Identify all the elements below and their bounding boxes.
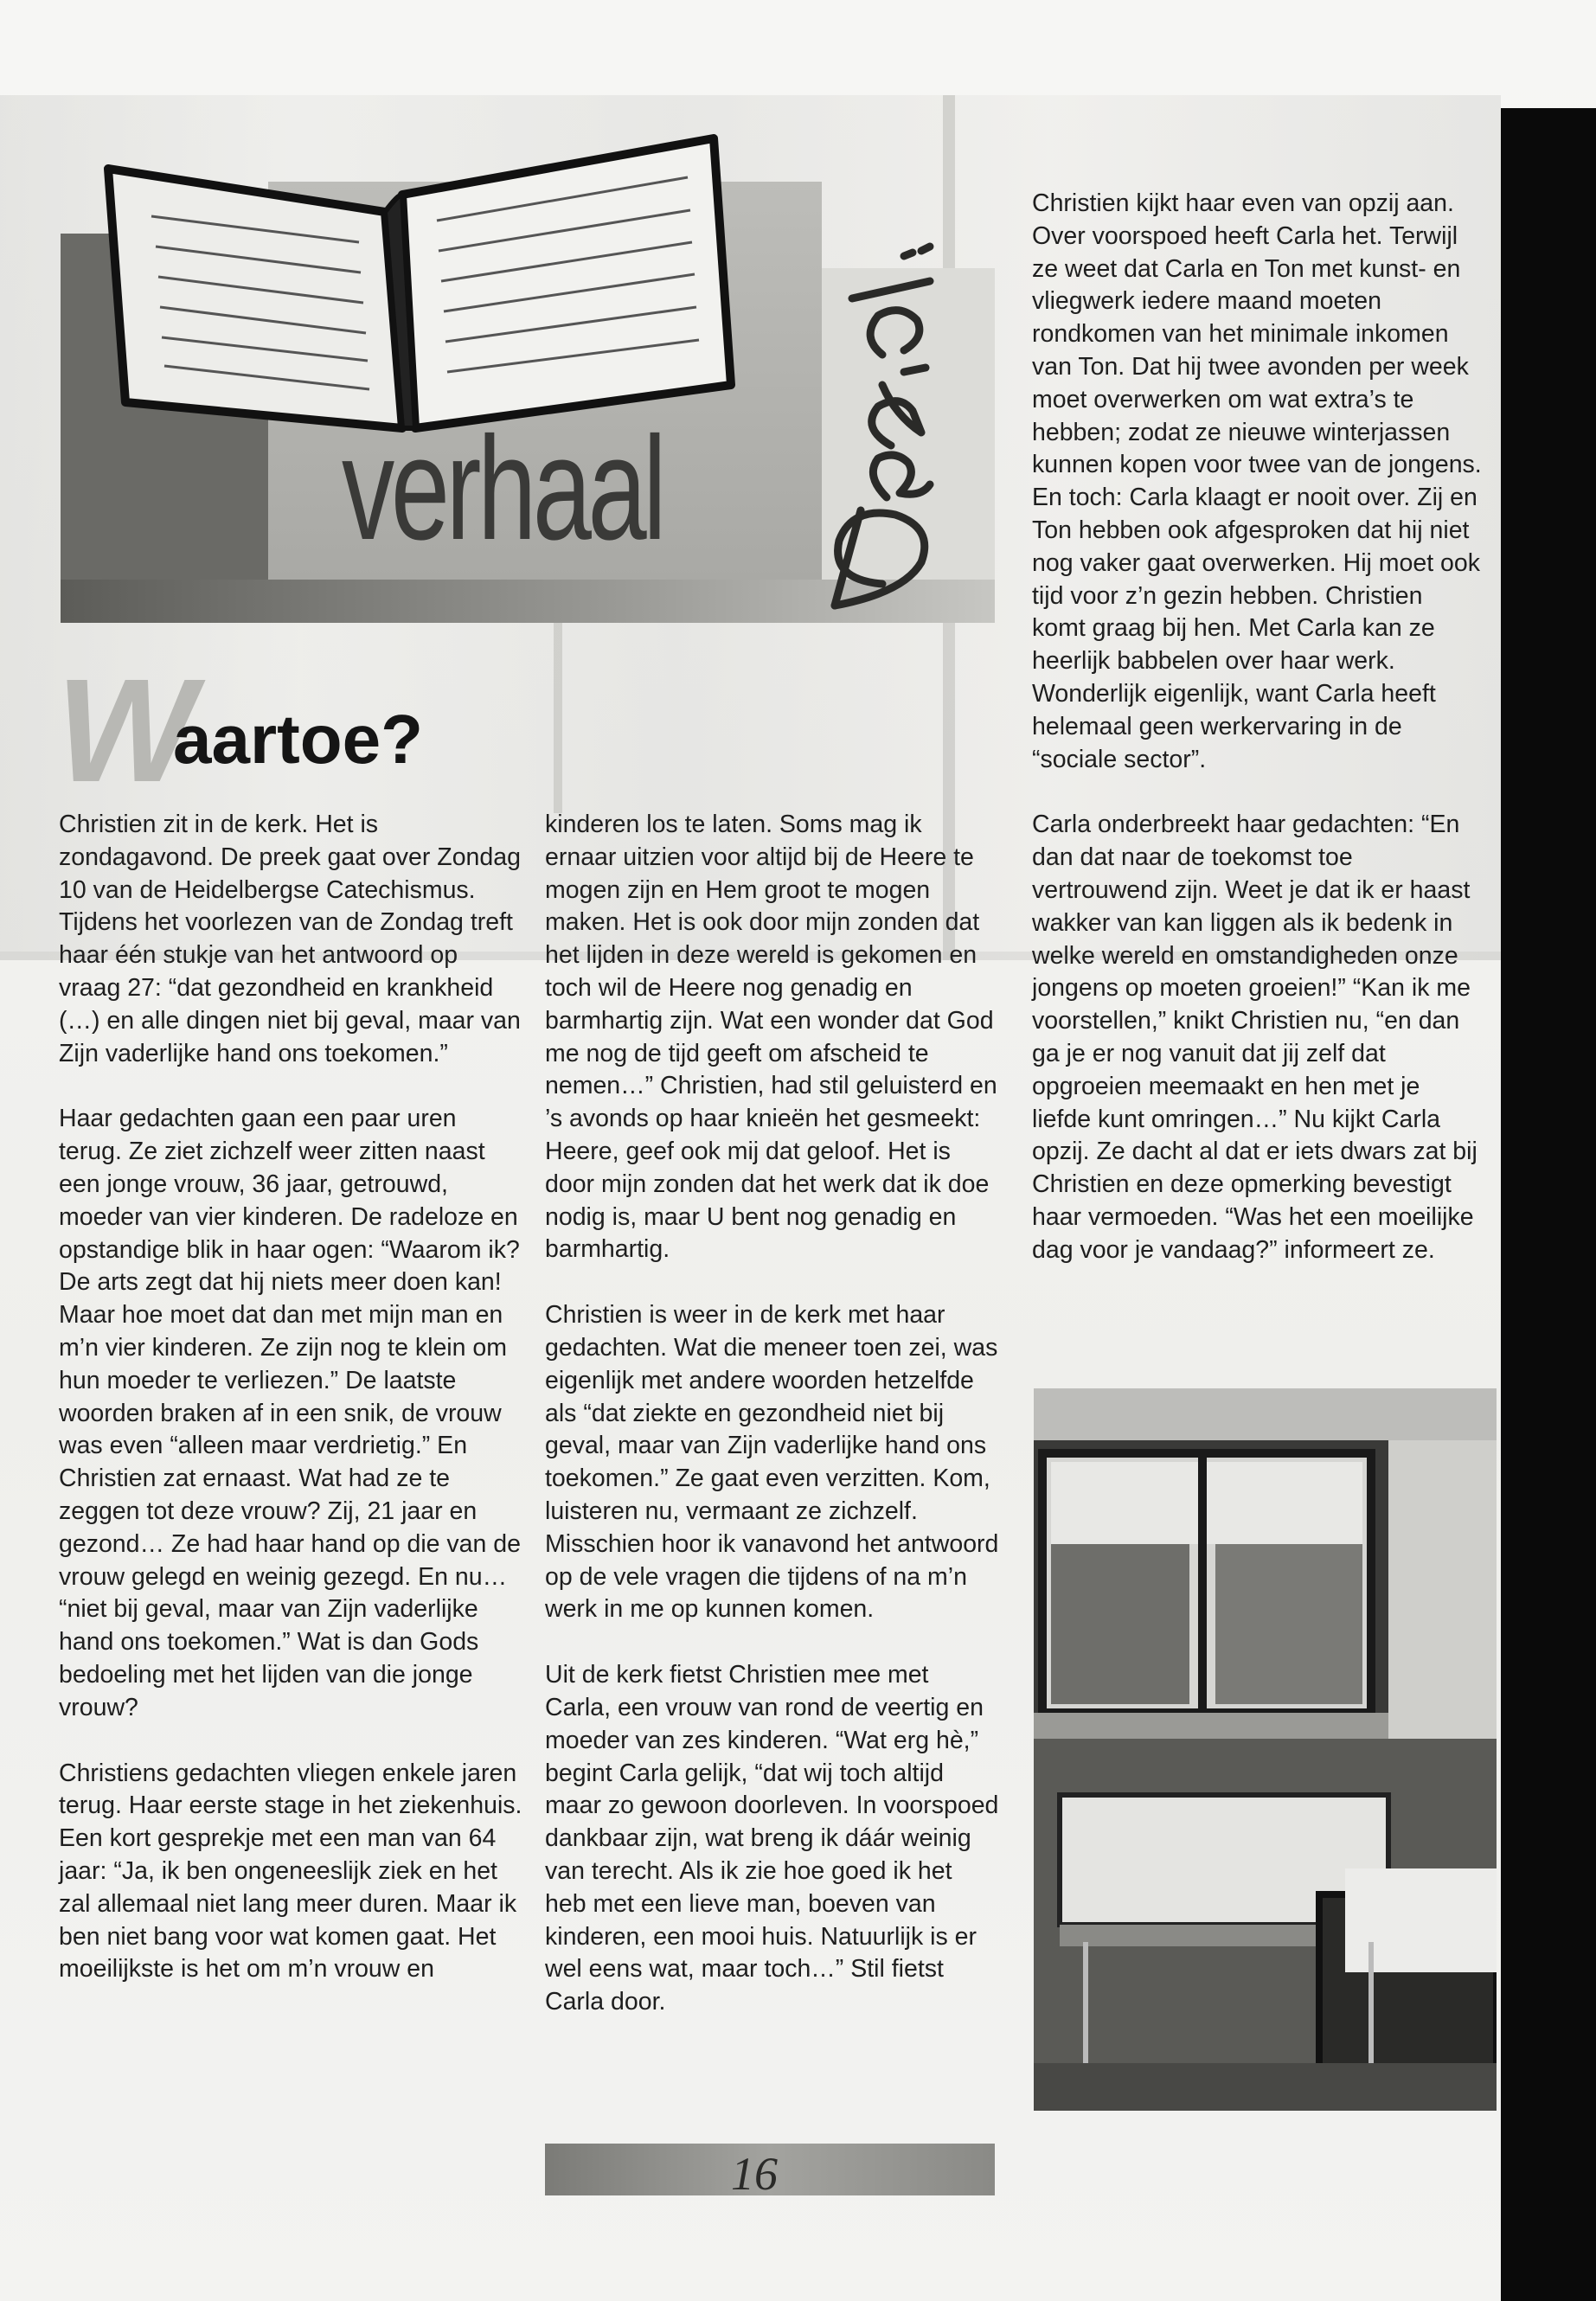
- paragraph: Christiens gedachten vliegen enkele jaren terug. Haar eerste stage in het ziekenhuis. Een kort gesprekje met een man van 64 jaar: “Ja, ik ben ongeneeslijk ziek en het zal allemaal niet lang meer duren. Maar ik ben niet bang voor wat komen gaat. Het moeilijkste is het om m’n vrouw en: [59, 1759, 522, 1984]
- text-column-1: [59, 809, 526, 1986]
- section-heading: verhaal: [342, 407, 663, 571]
- hospital-room-photo: [1034, 1388, 1497, 2111]
- title-initial: W: [56, 649, 195, 813]
- paragraph: Carla onderbreekt haar gedachten: “En dan dat naar de toekomst toe vertrouwend zijn. Weet je dat ik er haast wakker van kan liggen als ik bedenk in welke wereld en omstandigheden onze jongens op moeten groeien!” “Kan ik me voorstellen,” knikt Christien nu, “en dan ga je er nog vanuit dat jij zelf dat opgroeien meemaakt en hen met je liefde kunt omringen…” Nu kijkt Carla opzij. Ze dacht al dat er iets dwars zat bij Christien en deze opmerking bevestigt haar vermoeden. “Was het een moeilijke dag voor je vandaag?” informeert ze.: [1032, 811, 1477, 1264]
- article-title: aartoe?: [173, 701, 423, 778]
- paragraph: Christien zit in de kerk. Het is zondagavond. De preek gaat over Zondag 10 van de Heidelbergse Catechismus. Tijdens het voorlezen van de Zondag treft haar één stukje van het antwoord op vraag 27: “dat gezondheid en krankheid (…) en alle dingen niet bij geval, maar van Zijn vaderlijke hand ons toekomen.”: [59, 811, 521, 1067]
- window-mullion: [554, 623, 562, 813]
- paragraph: Uit de kerk fietst Christien mee met Carla, een vrouw van rond de veertig en moeder van zes kinderen. “Wat erg hè,” begint Carla gelijk, “dat wij toch altijd maar zo gewoon doorleven. In voorspoed dankbaar zijn, wat breng ik dáár weinig van terecht. Als ik zie hoe goed ik het heb met een lieve man, boeven van kinderen, een mooi huis. Natuurlijk is er wel eens wat, maar toch…” Stil fietst Carla door.: [545, 1661, 999, 2016]
- open-book-icon: [91, 134, 748, 445]
- paragraph: Christien is weer in de kerk met haar gedachten. Wat die meneer toen zei, was eigenlijk met andere woorden hetzelfde als “dat ziekte en gezondheid niet bij geval, maar van Zijn vaderlijke hand ons toekomen.” Ze gaat even verzitten. Kom, luisteren nu, vermaant ze zichzelf. Misschien hoor ik vanavond het antwoord op de vele vragen die tijdens of na m’n werk in me op kunnen komen.: [545, 1301, 999, 1624]
- scan-edge: [1501, 108, 1596, 2301]
- text-column-3: [1032, 188, 1482, 1267]
- paragraph: Christien kijkt haar even van opzij aan. Over voorspoed heeft Carla het. Terwijl ze weet dat Carla en Ton met kunst- en vliegwerk iedere maand moeten rondkomen van het minimale inkomen van Ton. Dat hij twee avonden per week moet overwerken om wat extra’s te hebben; zodat ze nieuwe winterjassen kunnen kopen voor twee van de jongens. En toch: Carla klaagt er nooit over. Zij en Ton hebben ook afgesproken dat hij niet nog vaker gaat overwerken. Hij moet ook tijd voor z’n gezin hebben. Christien komt graag bij hen. Met Carla kan ze heerlijk babbelen over haar werk. Wonderlijk eigenlijk, want Carla heeft helemaal geen werkervaring in de “sociale sector”.: [1032, 189, 1482, 773]
- paragraph: Haar gedachten gaan een paar uren terug. Ze ziet zichzelf weer zitten naast een jonge vrouw, 36 jaar, getrouwd, moeder van vier kinderen. De radeloze en opstandige blik in haar ogen: “Waarom ik? De arts zegt dat hij niets meer doen kan! Maar hoe moet dat dan met mijn man en m’n vier kinderen. Ze zijn nog te klein om hun moeder te verliezen.” De laatste woorden braken af in een snik, de vrouw was even “alleen maar verdrietig.” En Christien zat ernaast. Wat had ze te zeggen tot deze vrouw? Zij, 21 jaar en gezond… Ze had haar hand op die van de vrouw gelegd en weinig gezegd. En nu… “niet bij geval, maar van Zijn vaderlijke hand ons toekomen.” Wat is dan Gods bedoeling met het lijden van die jonge vrouw?: [59, 1105, 521, 1721]
- paragraph: kinderen los te laten. Soms mag ik ernaar uitzien voor altijd bij de Heere te mogen zijn en Hem groot te mogen maken. Het is ook door mijn zonden dat het lijden in deze wereld is gekomen en toch wil de Heere nog genadig en barmhartig zijn. Wat een wonder dat God me nog de tijd geeft om afscheid te nemen…” Christien, had stil geluisterd en ’s avonds op haar knieën het gesmeekt: Heere, geef ook mij dat geloof. Het is door mijn zonden dat het werk dat ik doe nodig is, maar U bent nog genadig en barmhartig.: [545, 811, 997, 1264]
- text-column-2: [545, 809, 999, 2019]
- author-signature: [800, 199, 947, 623]
- page-number: 16: [731, 2148, 778, 2200]
